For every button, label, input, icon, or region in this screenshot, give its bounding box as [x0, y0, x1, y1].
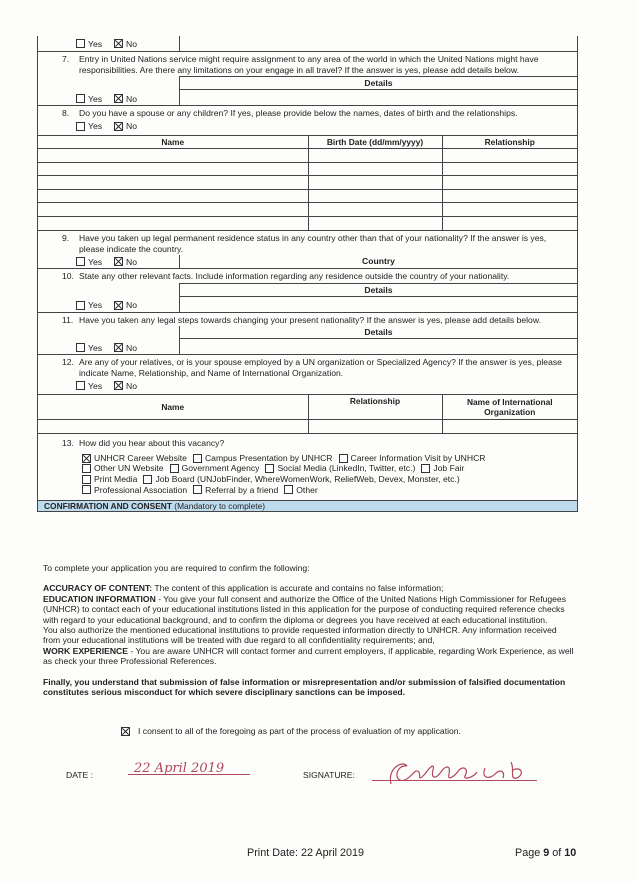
option-government-agency[interactable]: Government Agency — [170, 463, 260, 474]
q9-yes-option[interactable]: Yes — [76, 257, 102, 267]
q6-no-option[interactable]: No — [114, 39, 137, 49]
option-other[interactable]: Other — [284, 485, 318, 496]
checkbox-icon[interactable] — [76, 122, 85, 131]
q9-country-box[interactable]: Country — [179, 255, 577, 268]
q8-no-option[interactable]: No — [114, 121, 137, 131]
checkbox-icon[interactable] — [76, 381, 85, 390]
col-organization: Name of International Organization — [442, 395, 577, 420]
checkbox-icon[interactable] — [76, 343, 85, 352]
option-social-media[interactable]: Social Media (LinkedIn, Twitter, etc.) — [265, 463, 415, 474]
q12-text: Are any of your relatives, or is your spouse employed by a UN organization or Specialized Agency? If the answer is yes, please indicate Name, Relationship, and Name of International Organization. — [79, 357, 562, 378]
q7-text: Entry in United Nations service might require assignment to any area of the world in which the United Nations might have responsibilities. Are there any limitations on your engage in all travel? If the answer is yes, please add details below. — [79, 54, 539, 75]
checkbox-icon[interactable] — [170, 464, 179, 473]
table-row[interactable] — [38, 420, 577, 434]
table-row[interactable] — [38, 176, 577, 190]
q13-text: How did you hear about this vacancy? — [79, 438, 225, 449]
checkbox-icon[interactable] — [193, 485, 202, 494]
application-form — [37, 36, 578, 512]
checkbox-icon[interactable] — [284, 485, 293, 494]
q8-text: Do you have a spouse or any children? If yes, please provide below the names, dates of birth and the relationships. — [79, 108, 518, 118]
question-12: 12. Are any of your relatives, or is your spouse employed by a UN organization or Specialized Agency? If the answer is yes, please indicate Name, Relationship, and Name of International Organization. Yes No Name Relationship Name of International Organization — [38, 355, 577, 434]
q12-no-option[interactable]: No — [114, 381, 137, 391]
q10-details-box[interactable]: Details — [179, 283, 577, 312]
vacancy-source-options — [38, 450, 577, 500]
checked-box-icon[interactable] — [114, 301, 123, 310]
checkbox-icon[interactable] — [143, 475, 152, 484]
q10-text: State any other relevant facts. Include information regarding any residence outside the country of your nationality. — [79, 271, 510, 282]
date-label: DATE : — [66, 770, 94, 780]
checked-box-icon[interactable] — [82, 454, 91, 463]
checkbox-icon[interactable] — [82, 485, 91, 494]
confirmation-header: CONFIRMATION AND CONSENT (Mandatory to complete) — [38, 501, 577, 512]
checkbox-icon[interactable] — [76, 94, 85, 103]
option-career-info-visit[interactable]: Career Information Visit by UNHCR — [339, 453, 486, 464]
signature-label: SIGNATURE: — [303, 770, 355, 780]
final-statement: Finally, you understand that submission of false information or misrepresentation and/or submission of falsified documentation constitutes serious misconduct for which severe disciplinary sanctions can be imposed. — [43, 676, 566, 698]
page-number: Page 9 of 10 — [515, 847, 577, 859]
q7-yes-option[interactable]: Yes — [76, 94, 102, 104]
option-unhcr-career-website[interactable]: UNHCR Career Website — [82, 453, 187, 464]
col-relationship: Relationship — [308, 395, 442, 420]
q6-details-box[interactable] — [179, 36, 577, 51]
question-6 — [38, 36, 577, 52]
option-job-board[interactable]: Job Board (UNJobFinder, WhereWomenWork, ReliefWeb, Devex, Monster, etc.) — [143, 474, 459, 485]
col-birth-date: Birth Date (dd/mm/yyyy) — [308, 135, 442, 149]
col-name: Name — [38, 395, 308, 420]
q10-yes-option[interactable]: Yes — [76, 300, 102, 310]
q10-no-option[interactable]: No — [114, 300, 137, 310]
checkbox-icon[interactable] — [76, 301, 85, 310]
q9-no-option[interactable]: No — [114, 257, 137, 267]
table-row[interactable] — [38, 162, 577, 176]
option-campus-presentation[interactable]: Campus Presentation by UNHCR — [193, 453, 333, 464]
q9-text: Have you taken up legal permanent residence status in any country other than that of your nationality? If the answer is yes, please indicate the country. — [79, 233, 547, 254]
table-row[interactable] — [38, 203, 577, 217]
table-row[interactable] — [38, 217, 577, 231]
q7-details-box[interactable]: Details — [179, 76, 577, 105]
question-11: 11. Have you taken any legal steps towards changing your present nationality? If the answer is yes, please add details below. Yes No Details — [38, 313, 577, 356]
print-date: Print Date: 22 April 2019 — [247, 847, 365, 859]
question-8: 8. Do you have a spouse or any children? If yes, please provide below the names, dates of birth and the relationships. Yes No Name Birth Date (dd/mm/yyyy) Relationship — [38, 106, 577, 231]
checked-box-icon[interactable] — [114, 39, 123, 48]
checked-box-icon[interactable] — [121, 727, 130, 736]
relatives-table — [38, 394, 577, 433]
confirmation-text: To complete your application you are required to confirm the following: ACCURACY OF CONTENT: The content of this application is accurate and contains no false information; EDUCATION INFORMATION - You give your full consent and authorize the Office of the United Nations High Commissioner for Refugees (UNHCR) to contact each of your educational institutions listed in this application for the purpose of conducting required reference checks with regard to your educational background, and to confirm the diploma or degrees you have received at each educational institution. You also authorize the mentioned educational institutions to provide requested information directly to UNHCR. Any information received from your educational institutions will be treated with due regard to all confidentiality requirements; and, WORK EXPERIENCE - You are aware UNHCR will contact former and current employers, if applicable, regarding Work Experience, as well as check your three Professional References. Finally, you understand that submission of false information or misrepresentation and/or submission of falsified documentation constitutes serious misconduct for which severe disciplinary sanctions can be imposed. — [37, 561, 582, 697]
checked-box-icon[interactable] — [114, 343, 123, 352]
checked-box-icon[interactable] — [114, 381, 123, 390]
question-7: 7. Entry in United Nations service might require assignment to any area of the world in which the United Nations might have responsibilities. Are there any limitations on your engage in all travel? If the answer is yes, please add details below. Yes No Details — [38, 52, 577, 106]
q11-no-option[interactable]: No — [114, 343, 137, 353]
q12-yes-option[interactable]: Yes — [76, 381, 102, 391]
checkbox-icon[interactable] — [339, 454, 348, 463]
checked-box-icon[interactable] — [114, 122, 123, 131]
option-referral-by-friend[interactable]: Referral by a friend — [193, 485, 278, 496]
checkbox-icon[interactable] — [265, 464, 274, 473]
table-row[interactable] — [38, 149, 577, 163]
q11-text: Have you taken any legal steps towards changing your present nationality? If the answer is yes, please add details below. — [79, 314, 541, 325]
handwritten-signature[interactable] — [385, 758, 535, 793]
col-relationship: Relationship — [442, 135, 577, 149]
checkbox-icon[interactable] — [76, 39, 85, 48]
q6-yes-option[interactable]: Yes — [76, 39, 102, 49]
q8-yes-option[interactable]: Yes — [76, 121, 102, 131]
question-13: 13. How did you hear about this vacancy? UNHCR Career Website Campus Presentation by UNHCR Career Information Visit by UNHCR Other UN Website Government Agency Social Media (LinkedIn, Twitter, etc.) Job Fair Print Media Job Board (UNJobFinder, WhereWomenWork, ReliefWeb, Devex, Monster, etc.) Professional Association Referral by a friend Other — [38, 434, 577, 501]
col-name: Name — [38, 135, 308, 149]
checkbox-icon[interactable] — [76, 257, 85, 266]
option-other-un-website[interactable]: Other UN Website — [82, 463, 164, 474]
option-professional-association[interactable]: Professional Association — [82, 485, 187, 496]
checkbox-icon[interactable] — [82, 475, 91, 484]
handwritten-date[interactable]: 22 April 2019 — [134, 761, 225, 776]
consent-row[interactable]: I consent to all of the foregoing as part of the process of evaluation of my application. — [121, 726, 461, 736]
q11-details-box[interactable]: Details — [179, 326, 577, 354]
signature-icon — [385, 758, 535, 788]
checkbox-icon[interactable] — [193, 454, 202, 463]
q11-yes-option[interactable]: Yes — [76, 343, 102, 353]
option-print-media[interactable]: Print Media — [82, 474, 137, 485]
family-table — [38, 135, 577, 231]
checkbox-icon[interactable] — [421, 464, 430, 473]
question-9: 9. Have you taken up legal permanent residence status in any country other than that of your nationality? If the answer is yes, please indicate the country. Yes No Country — [38, 231, 577, 269]
checked-box-icon[interactable] — [114, 94, 123, 103]
q7-no-option[interactable]: No — [114, 94, 137, 104]
question-10: 10. State any other relevant facts. Include information regarding any residence outside the country of your nationality. Yes No Details — [38, 269, 577, 313]
checkbox-icon[interactable] — [82, 464, 91, 473]
option-job-fair[interactable]: Job Fair — [421, 463, 464, 474]
table-row[interactable] — [38, 189, 577, 203]
checked-box-icon[interactable] — [114, 257, 123, 266]
